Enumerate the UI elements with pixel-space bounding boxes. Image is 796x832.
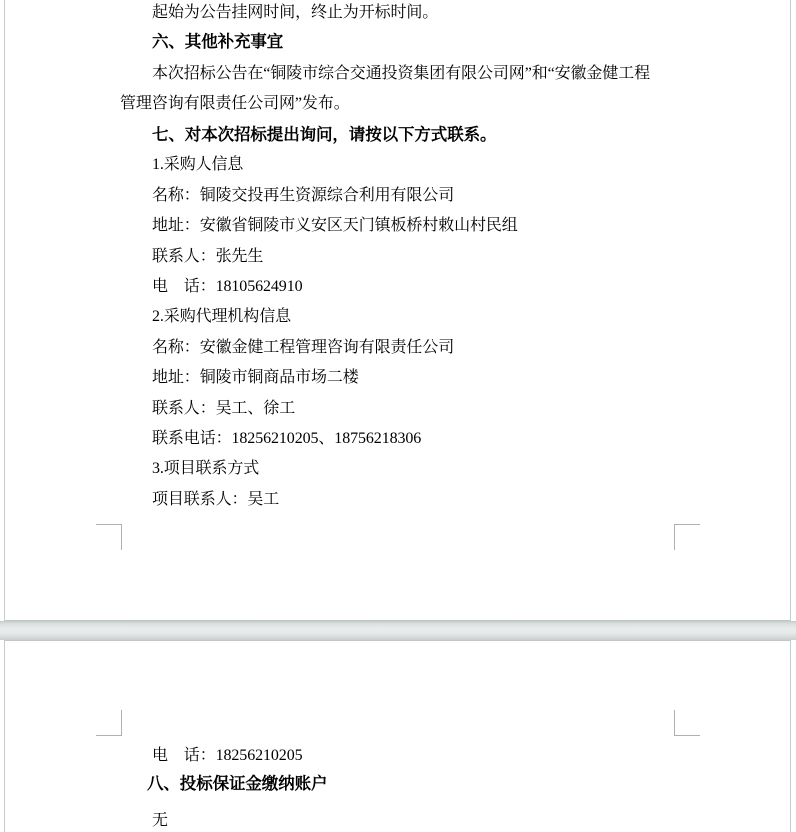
paragraph-announcement-1[interactable]: 本次招标公告在“铜陵市综合交通投资集团有限公司网”和“安徽金健工程 bbox=[152, 65, 651, 82]
line-purchaser-name[interactable]: 名称：铜陵交投再生资源综合利用有限公司 bbox=[152, 187, 455, 204]
text-boundary-mark-top-left bbox=[96, 710, 122, 736]
line-agency-address[interactable]: 地址：铜陵市铜商品市场二楼 bbox=[152, 369, 359, 386]
line-purchaser-address[interactable]: 地址：安徽省铜陵市义安区天门镇板桥村敕山村民组 bbox=[152, 217, 518, 234]
line-agency-info-label[interactable]: 2.采购代理机构信息 bbox=[152, 308, 292, 325]
heading-section-8[interactable]: 八、投标保证金缴纳账户 bbox=[147, 775, 328, 793]
document-page-2[interactable] bbox=[4, 640, 791, 832]
text-boundary-mark-bottom-left bbox=[96, 524, 122, 550]
line-project-contact[interactable]: 项目联系人：吴工 bbox=[152, 491, 280, 508]
line-validity-period[interactable]: 起始为公告挂网时间，终止为开标时间。 bbox=[152, 4, 439, 21]
heading-section-7[interactable]: 七、对本次招标提出询问，请按以下方式联系。 bbox=[152, 126, 497, 144]
line-purchaser-phone[interactable]: 电 话：18105624910 bbox=[152, 278, 303, 295]
line-purchaser-contact[interactable]: 联系人：张先生 bbox=[152, 248, 264, 265]
line-agency-phones[interactable]: 联系电话：18256210205、18756218306 bbox=[152, 430, 422, 447]
paragraph-announcement-2[interactable]: 管理咨询有限责任公司网”发布。 bbox=[120, 95, 350, 112]
line-project-contact-label[interactable]: 3.项目联系方式 bbox=[152, 460, 260, 477]
line-project-phone[interactable]: 电 话：18256210205 bbox=[152, 747, 303, 764]
text-boundary-mark-bottom-right bbox=[674, 524, 700, 550]
text-boundary-mark-top-right bbox=[674, 710, 700, 736]
line-agency-contacts[interactable]: 联系人：吴工、徐工 bbox=[152, 400, 296, 417]
line-purchaser-info-label[interactable]: 1.采购人信息 bbox=[152, 156, 244, 173]
page-break-gap bbox=[0, 621, 796, 640]
line-agency-name[interactable]: 名称：安徽金健工程管理咨询有限责任公司 bbox=[152, 339, 455, 356]
heading-section-6[interactable]: 六、其他补充事宜 bbox=[152, 33, 284, 51]
line-deposit-none[interactable]: 无 bbox=[152, 812, 168, 829]
